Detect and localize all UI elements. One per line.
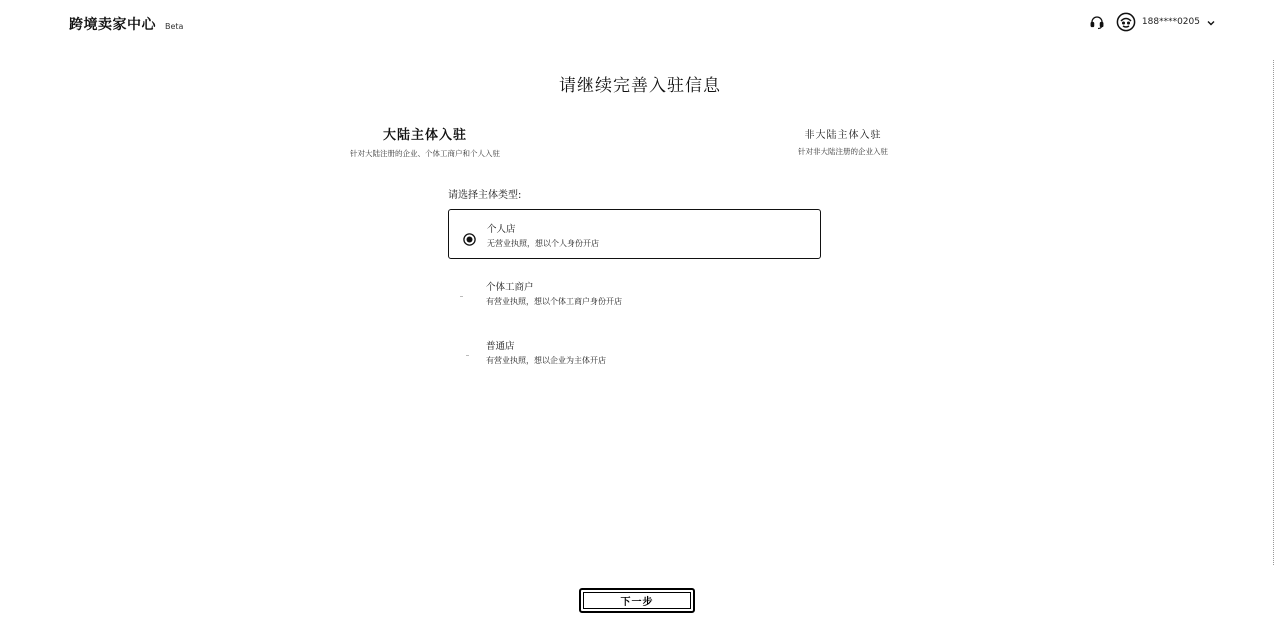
header-actions bbox=[1088, 12, 1216, 32]
page-title: 请继续完善入驻信息 bbox=[559, 76, 721, 96]
radio-selected-icon[interactable] bbox=[463, 231, 476, 244]
tab-overseas-entry[interactable] bbox=[770, 126, 916, 157]
user-menu[interactable] bbox=[1116, 12, 1216, 32]
option-individual-business[interactable] bbox=[448, 268, 821, 318]
subject-type-label: 请选择主体类型: bbox=[448, 190, 522, 201]
next-step-label: 下一步 bbox=[583, 592, 691, 609]
tab-overseas-title: 非大陆主体入驻 bbox=[804, 130, 882, 141]
option-desc: 有营业执照，想以企业为主体开店 bbox=[486, 356, 606, 365]
chevron-down-icon bbox=[1206, 13, 1216, 32]
tab-mainland-title: 大陆主体入驻 bbox=[382, 128, 467, 143]
option-title: 个体工商户 bbox=[486, 282, 534, 293]
option-regular-store[interactable] bbox=[448, 327, 821, 377]
tab-overseas-desc: 针对非大陆注册的企业入驻 bbox=[798, 147, 888, 156]
app-title: 跨境卖家中心 bbox=[69, 17, 156, 33]
brand bbox=[69, 14, 183, 34]
option-desc: 无营业执照，想以个人身份开店 bbox=[487, 239, 599, 248]
beta-badge: Beta bbox=[165, 22, 184, 31]
tab-mainland-desc: 针对大陆注册的企业、个体工商户和个人入驻 bbox=[350, 149, 500, 158]
user-phone: 188****0205 bbox=[1141, 17, 1200, 27]
radio-unselected-icon[interactable] bbox=[466, 355, 469, 356]
avatar-icon bbox=[1116, 12, 1136, 32]
option-personal-store[interactable] bbox=[448, 209, 821, 259]
headset-icon[interactable] bbox=[1088, 13, 1106, 31]
radio-unselected-icon[interactable] bbox=[460, 296, 463, 297]
option-title: 个人店 bbox=[487, 224, 516, 235]
next-step-button[interactable] bbox=[579, 588, 695, 613]
option-desc: 有营业执照，想以个体工商户身份开店 bbox=[486, 297, 622, 306]
tab-mainland-entry[interactable] bbox=[330, 124, 520, 159]
option-title: 普通店 bbox=[486, 341, 515, 352]
scrollbar-track[interactable] bbox=[1272, 60, 1274, 565]
